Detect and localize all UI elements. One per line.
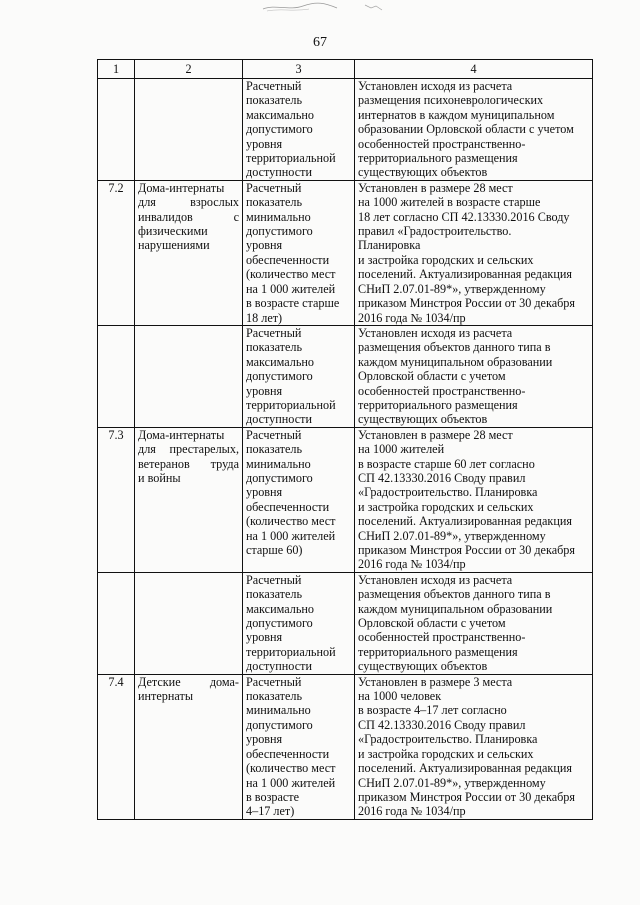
indicator-cell: Расчетный показатель максимально допустимого уровня территориальной доступности bbox=[243, 572, 355, 674]
facility-type-line: Дома-интернаты bbox=[138, 427, 225, 442]
indicator-cell: Расчетный показатель минимально допустимого уровня обеспеченности (количество мест на 1 000 жителей в возрасте старше 18 лет) bbox=[243, 180, 355, 325]
value-cell: Установлен исходя из расчета размещения объектов данного типа в каждом муниципальном образовании Орловской области с учетом особенностей пространственно- территориального размещения существующих объектов bbox=[355, 325, 593, 427]
value-cell: Установлен исходя из расчета размещения объектов данного типа в каждом муниципальном образовании Орловской области с учетом особенностей пространственно- территориального размещения существующих объектов bbox=[355, 572, 593, 674]
row-number bbox=[98, 572, 135, 674]
facility-type-line: Дома-интернаты bbox=[138, 180, 225, 195]
value-cell: Установлен в размере 28 мест на 1000 жителей в возрасте старше 18 лет согласно СП 42.13330.2016 Своду правил «Градостроительство. Планировка и застройка городских и сельских поселений. Актуализированная редакция СНиП 2.07.01-89*», утвержденному приказом Минстроя России от 30 декабря 2016 года № 1034/пр bbox=[355, 180, 593, 325]
header-cell-3: 3 bbox=[243, 60, 355, 79]
value-cell: Установлен исходя из расчета размещения психоневрологических интернатов в каждом муниципальном образовании Орловской области с учетом особенностей пространственно- территориального размещения существующих объектов bbox=[355, 79, 593, 181]
table-row bbox=[98, 325, 593, 427]
facility-type-line: нарушениями bbox=[138, 238, 210, 253]
header-cell-4: 4 bbox=[355, 60, 593, 79]
page-number: 67 bbox=[313, 35, 327, 50]
row-number: 7.2 bbox=[98, 180, 135, 325]
facility-type-line: для взрослых bbox=[138, 195, 239, 210]
row-number: 7.3 bbox=[98, 427, 135, 572]
facility-type bbox=[135, 427, 243, 572]
facility-type bbox=[135, 325, 243, 427]
table-row bbox=[98, 572, 593, 674]
header-row bbox=[98, 60, 593, 79]
facility-type-line: и войны bbox=[138, 470, 181, 485]
facility-type-line: интернаты bbox=[138, 689, 194, 704]
facility-type-line: Детские дома- bbox=[138, 674, 239, 689]
facility-type-line: ветеранов труда bbox=[138, 456, 239, 471]
facility-type-line: физическими bbox=[138, 224, 208, 239]
table-row bbox=[98, 79, 593, 181]
stamp-mark bbox=[255, 0, 395, 14]
facility-type bbox=[135, 572, 243, 674]
indicator-cell: Расчетный показатель минимально допустимого уровня обеспеченности (количество мест на 1 000 жителей в возрасте 4–17 лет) bbox=[243, 674, 355, 819]
value-cell: Установлен в размере 28 мест на 1000 жителей в возрасте старше 60 лет согласно СП 42.13330.2016 Своду правил «Градостроительство. Планировка и застройка городских и сельских поселений. Актуализированная редакция СНиП 2.07.01-89*», утвержденному приказом Минстроя России от 30 декабря 2016 года № 1034/пр bbox=[355, 427, 593, 572]
indicator-cell: Расчетный показатель максимально допустимого уровня территориальной доступности bbox=[243, 325, 355, 427]
row-number bbox=[98, 79, 135, 181]
indicator-cell: Расчетный показатель минимально допустимого уровня обеспеченности (количество мест на 1 000 жителей старше 60) bbox=[243, 427, 355, 572]
indicator-cell: Расчетный показатель максимально допустимого уровня территориальной доступности bbox=[243, 79, 355, 181]
header-cell-1: 1 bbox=[98, 60, 135, 79]
value-cell: Установлен в размере 3 места на 1000 человек в возрасте 4–17 лет согласно СП 42.13330.2016 Своду правил «Градостроительство. Планировка и застройка городских и сельских поселений. Актуализированная редакция СНиП 2.07.01-89*», утвержденному приказом Минстроя России от 30 декабря 2016 года № 1034/пр bbox=[355, 674, 593, 819]
row-number: 7.4 bbox=[98, 674, 135, 819]
table-row bbox=[98, 674, 593, 819]
facility-type bbox=[135, 79, 243, 181]
facility-type-line: для престарелых, bbox=[138, 442, 239, 457]
facility-type-line: инвалидов с bbox=[138, 209, 239, 224]
row-number bbox=[98, 325, 135, 427]
facility-type bbox=[135, 674, 243, 819]
table-row bbox=[98, 427, 593, 572]
requirements-table bbox=[97, 59, 593, 820]
table-row bbox=[98, 180, 593, 325]
header-cell-2: 2 bbox=[135, 60, 243, 79]
facility-type bbox=[135, 180, 243, 325]
